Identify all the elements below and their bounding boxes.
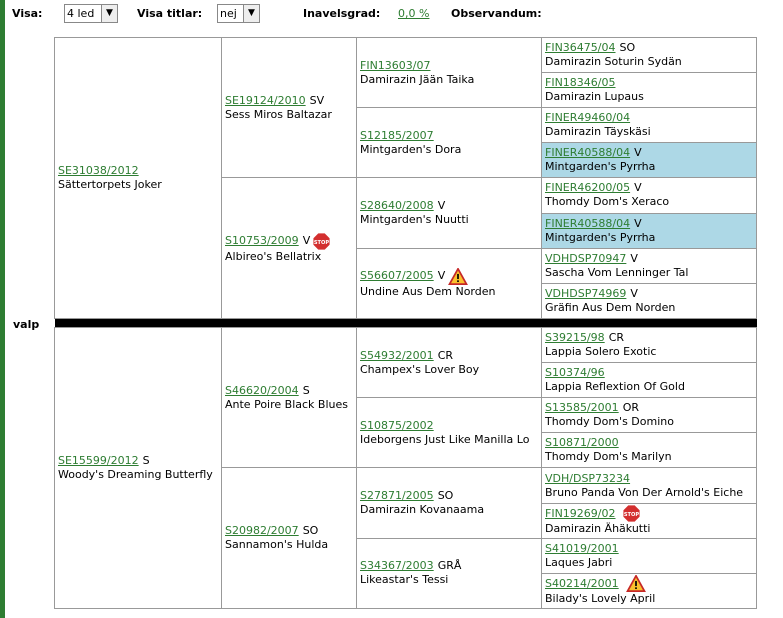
registration-link[interactable]: S27871/2005	[360, 489, 434, 503]
registration-link[interactable]: S34367/2003	[360, 559, 434, 573]
title-suffix: V	[302, 234, 311, 248]
pedigree-reg-line	[58, 164, 143, 177]
pedigree-reg-line	[545, 252, 638, 265]
pedigree-reg-line	[545, 577, 646, 590]
sire-dam-separator	[55, 318, 757, 327]
pedigree-cell-gen4	[542, 178, 757, 213]
pedigree-cell-gen4	[542, 363, 757, 398]
dog-name: Thomdy Dom's Domino	[545, 415, 674, 429]
pedigree-reg-line	[225, 384, 310, 397]
dog-name: Thomdy Dom's Xeraco	[545, 195, 670, 209]
pedigree-reg-line	[545, 507, 640, 520]
pedigree-cell-gen4	[542, 503, 757, 538]
registration-link[interactable]: FINER40588/04	[545, 216, 631, 230]
title-suffix: V	[634, 216, 642, 230]
pedigree-reg-line	[545, 217, 642, 230]
pedigree-reg-line	[545, 472, 634, 485]
pedigree-reg-line	[225, 94, 324, 107]
titlar-label: Visa titlar:	[137, 7, 203, 20]
pedigree-cell-gen3	[357, 538, 542, 608]
pedigree-cell-gen2	[222, 38, 357, 178]
stop-sign-icon	[623, 505, 640, 522]
dog-name: Lappia Reflextion Of Gold	[545, 380, 685, 394]
pedigree-row	[55, 328, 757, 363]
title-suffix: SO	[437, 489, 454, 503]
pedigree-cell-gen3	[357, 178, 542, 248]
registration-link[interactable]: S46620/2004	[225, 383, 299, 397]
registration-link[interactable]: S10871/2000	[545, 436, 619, 450]
registration-link[interactable]: FINER40588/04	[545, 146, 631, 160]
chevron-down-icon: ▼	[101, 5, 117, 22]
titles-select[interactable]	[217, 4, 260, 23]
pedigree-cell-gen4	[542, 283, 757, 318]
pedigree-cell-gen4	[542, 398, 757, 433]
pedigree-reg-line	[58, 454, 150, 467]
registration-link[interactable]: VDHDSP70947	[545, 251, 627, 265]
title-suffix: OR	[622, 401, 639, 415]
pedigree-reg-line	[360, 559, 461, 572]
dog-name: Bruno Panda Von Der Arnold's Eiche	[545, 485, 744, 499]
dog-name: Lappia Solero Exotic	[545, 345, 657, 359]
pedigree-reg-line	[360, 59, 435, 72]
registration-link[interactable]: FIN13603/07	[360, 58, 431, 72]
registration-link[interactable]: S12185/2007	[360, 128, 434, 142]
pedigree-cell-gen4	[542, 38, 757, 73]
pedigree-cell-gen4	[542, 73, 757, 108]
dog-name: Ante Poire Black Blues	[225, 397, 348, 411]
pedigree-cell-gen3	[357, 398, 542, 468]
pedigree-reg-line	[360, 419, 438, 432]
title-suffix: CR	[608, 331, 625, 345]
dog-name: Mintgarden's Dora	[360, 142, 462, 156]
title-suffix: S	[302, 383, 310, 397]
dog-name: Sascha Vom Lenninger Tal	[545, 265, 689, 279]
stop-sign-text: STOP	[314, 239, 330, 246]
pedigree-cell-gen4	[542, 143, 757, 178]
pedigree-cell-gen3	[357, 468, 542, 538]
title-suffix: V	[630, 286, 638, 300]
pedigree-table	[54, 37, 757, 609]
left-accent-bar	[0, 0, 5, 618]
registration-link[interactable]: S10875/2002	[360, 418, 434, 432]
stop-sign-text: STOP	[623, 512, 639, 519]
dog-name: Damirazin Jään Taika	[360, 72, 475, 86]
dog-name: Sättertorpets Joker	[58, 177, 162, 191]
registration-link[interactable]: SE15599/2012	[58, 454, 139, 468]
dog-name: Laques Jabri	[545, 555, 613, 569]
dog-name: Damirazin Kovanaama	[360, 503, 485, 517]
pedigree-reg-line	[225, 234, 330, 247]
pedigree-reg-line	[545, 146, 642, 159]
dog-name: Albireo's Bellatrix	[225, 249, 322, 263]
registration-link[interactable]: SE31038/2012	[58, 163, 139, 177]
stop-sign-icon	[313, 233, 330, 250]
subject-label: valp	[13, 318, 40, 331]
registration-link[interactable]: SE19124/2010	[225, 93, 306, 107]
pedigree-cell-gen4	[542, 573, 757, 608]
pedigree-reg-line	[545, 287, 638, 300]
pedigree-reg-line	[360, 129, 438, 142]
registration-link[interactable]: VDH/DSP73234	[545, 471, 631, 485]
pedigree-reg-line	[225, 524, 318, 537]
registration-link[interactable]: FIN18346/05	[545, 76, 616, 90]
pedigree-cell-gen1	[55, 328, 222, 609]
pedigree-cell-gen4	[542, 213, 757, 248]
pedigree-cell-gen4	[542, 538, 757, 573]
title-suffix: V	[630, 251, 638, 265]
registration-link[interactable]: FINER49460/04	[545, 111, 631, 125]
pedigree-reg-line	[545, 401, 639, 414]
title-suffix: V	[634, 146, 642, 160]
dog-name: Gräfin Aus Dem Norden	[545, 300, 676, 314]
dog-name: Champex's Lover Boy	[360, 362, 480, 376]
titles-select-value: nej	[220, 7, 237, 20]
title-suffix: V	[437, 269, 446, 283]
dog-name: Ideborgens Just Like Manilla Lo	[360, 432, 530, 446]
registration-link[interactable]: FIN36475/04	[545, 41, 616, 55]
visa-label: Visa:	[12, 7, 43, 20]
toolbar	[12, 4, 783, 24]
pedigree-cell-gen2	[222, 178, 357, 318]
pedigree-cell-gen4	[542, 328, 757, 363]
dog-name: Undine Aus Dem Norden	[360, 284, 496, 298]
pedigree-body	[55, 38, 757, 609]
pedigree-reg-line	[360, 489, 453, 502]
title-suffix: SV	[309, 93, 325, 107]
dog-name: Mintgarden's Nuutti	[360, 213, 469, 227]
title-suffix: GRÅ	[437, 559, 462, 573]
title-suffix: SO	[619, 41, 636, 55]
registration-link[interactable]: S41019/2001	[545, 541, 619, 555]
registration-link[interactable]: S56607/2005	[360, 269, 434, 283]
registration-link[interactable]: VDHDSP74969	[545, 286, 627, 300]
inavelsgrad-link[interactable]: 0,0 %	[398, 7, 430, 20]
pedigree-cell-gen4	[542, 248, 757, 283]
observandum-label: Observandum:	[451, 7, 542, 20]
title-suffix: V	[634, 181, 642, 195]
pedigree-reg-line	[360, 349, 453, 362]
pedigree-reg-line	[545, 111, 634, 124]
pedigree-cell-gen3	[357, 108, 542, 178]
pedigree-reg-line	[545, 181, 642, 194]
chevron-down-icon: ▼	[243, 5, 259, 22]
inavelsgrad-label: Inavelsgrad:	[303, 7, 381, 20]
pedigree-cell-gen2	[222, 328, 357, 468]
pedigree-cell-gen2	[222, 468, 357, 609]
title-suffix: SO	[302, 524, 319, 538]
pedigree-cell-gen3	[357, 248, 542, 318]
dog-name: Damirazin Täyskäsi	[545, 125, 651, 139]
dog-name: Woody's Dreaming Butterfly	[58, 468, 213, 482]
dog-name: Damirazin Ähäkutti	[545, 522, 651, 536]
registration-link[interactable]: FINER46200/05	[545, 181, 631, 195]
pedigree-cell-gen4	[542, 108, 757, 143]
dog-name: Thomdy Dom's Marilyn	[545, 450, 672, 464]
separator-bar	[55, 318, 757, 327]
pedigree-reg-line	[360, 269, 468, 282]
pedigree-row	[55, 38, 757, 73]
registration-link[interactable]: S20982/2007	[225, 524, 299, 538]
registration-link[interactable]: S39215/98	[545, 331, 605, 345]
generations-select-value: 4 led	[67, 7, 95, 20]
registration-link[interactable]: S54932/2001	[360, 348, 434, 362]
dog-name: Sess Miros Baltazar	[225, 107, 332, 121]
registration-link[interactable]: S13585/2001	[545, 401, 619, 415]
pedigree-cell-gen4	[542, 433, 757, 468]
warning-triangle-icon	[626, 575, 646, 592]
title-suffix: V	[437, 199, 446, 213]
dog-name: Damirazin Soturin Sydän	[545, 55, 682, 69]
registration-link[interactable]: S10753/2009	[225, 234, 299, 248]
dog-name: Likeastar's Tessi	[360, 573, 449, 587]
pedigree-cell-gen4	[542, 468, 757, 503]
dog-name: Mintgarden's Pyrrha	[545, 230, 656, 244]
pedigree-cell-gen3	[357, 328, 542, 398]
title-suffix: S	[142, 454, 150, 468]
warning-triangle-icon	[448, 268, 468, 285]
dog-name: Sannamon's Hulda	[225, 538, 329, 552]
registration-link[interactable]: S28640/2008	[360, 199, 434, 213]
pedigree-reg-line	[360, 199, 445, 212]
pedigree-reg-line	[545, 331, 624, 344]
registration-link[interactable]: S10374/96	[545, 366, 605, 380]
dog-name: Mintgarden's Pyrrha	[545, 160, 656, 174]
title-suffix: CR	[437, 348, 454, 362]
pedigree-reg-line	[545, 76, 620, 89]
registration-link[interactable]: FIN19269/02	[545, 506, 616, 520]
pedigree-cell-gen3	[357, 38, 542, 108]
pedigree-cell-gen1	[55, 38, 222, 319]
pedigree-reg-line	[545, 436, 623, 449]
dog-name: Bilady's Lovely April	[545, 592, 656, 606]
registration-link[interactable]: S40214/2001	[545, 576, 619, 590]
dog-name: Damirazin Lupaus	[545, 90, 644, 104]
pedigree-reg-line	[545, 542, 623, 555]
pedigree-reg-line	[545, 366, 609, 379]
generations-select[interactable]	[64, 4, 118, 23]
pedigree-reg-line	[545, 41, 635, 54]
